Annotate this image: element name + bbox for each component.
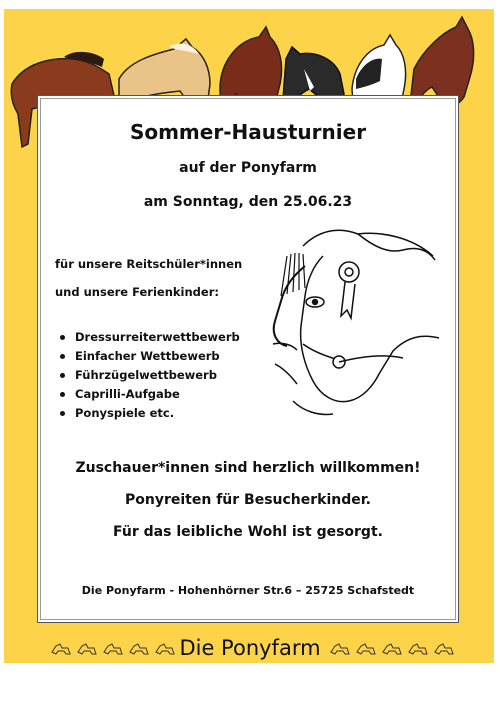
list-item: Dressurreiterwettbewerb xyxy=(60,328,240,347)
audience-line-1: für unsere Reitschüler*innen xyxy=(55,257,243,271)
footer-logo-text: Die Ponyfarm xyxy=(179,636,321,660)
bullet-icon xyxy=(60,373,65,378)
event-list xyxy=(60,328,240,423)
list-item: Ponyspiele etc. xyxy=(60,404,240,423)
event-title: Sommer-Hausturnier xyxy=(129,120,367,144)
welcome-line-3: Für das leibliche Wohl ist gesorgt. xyxy=(113,524,383,540)
bullet-icon xyxy=(60,354,65,359)
event-location: auf der Ponyfarm xyxy=(179,160,317,176)
event-card xyxy=(37,95,459,623)
bullet-icon xyxy=(60,411,65,416)
bullet-icon xyxy=(60,392,65,397)
pony-with-rosette-illustration xyxy=(263,226,441,426)
list-item: Führzügelwettbewerb xyxy=(60,366,240,385)
address: Die Ponyfarm - Hohenhörner Str.6 – 25725 Schafstedt xyxy=(81,584,415,597)
welcome-line-2: Ponyreiten für Besucherkinder. xyxy=(125,492,371,508)
list-item: Caprilli-Aufgabe xyxy=(60,385,240,404)
audience-line-2: und unsere Ferienkinder: xyxy=(55,285,219,299)
event-date: am Sonntag, den 25.06.23 xyxy=(143,194,353,210)
list-item: Einfacher Wettbewerb xyxy=(60,347,240,366)
welcome-line-1: Zuschauer*innen sind herzlich willkommen! xyxy=(75,460,421,476)
bullet-icon xyxy=(60,335,65,340)
